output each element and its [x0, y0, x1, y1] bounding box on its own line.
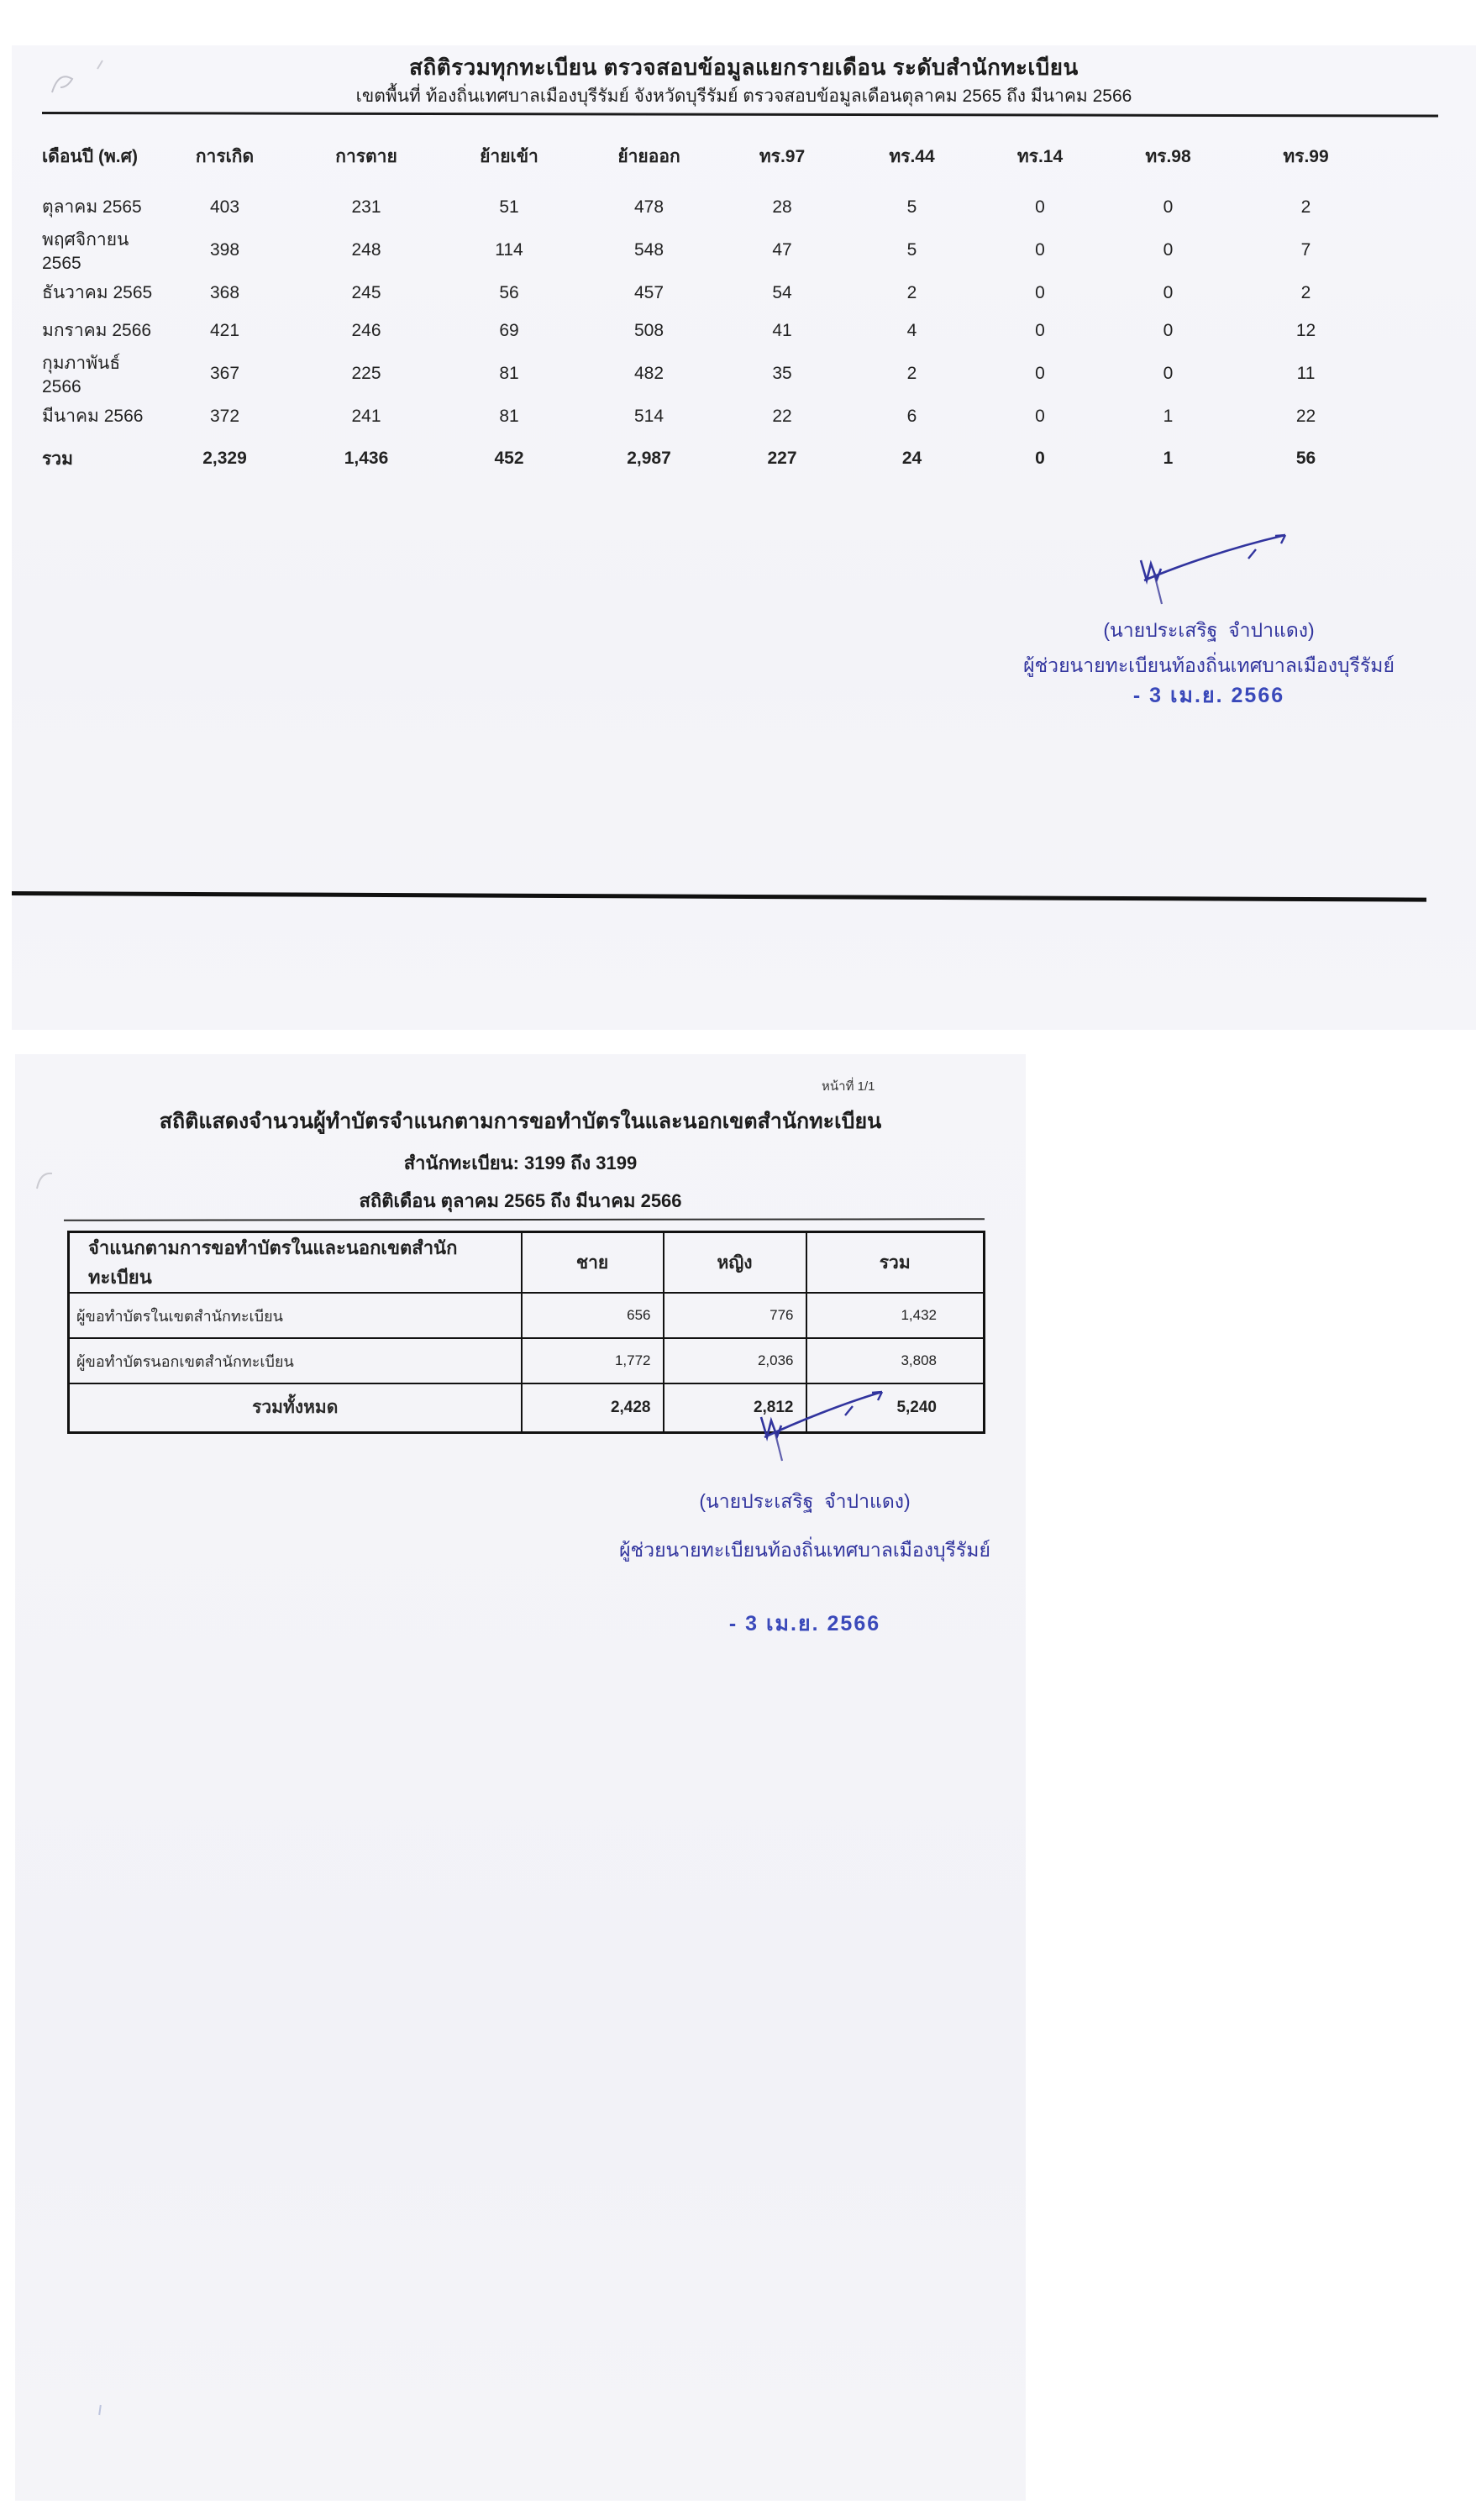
date-stamp: - 3 เม.ย. 2566: [1132, 684, 1285, 707]
column-header: การตาย: [335, 146, 397, 166]
month-cell: มกราคม 2566: [42, 321, 152, 340]
page2-subtitle-registry: สำนักทะเบียน: 3199 ถึง 3199: [403, 1152, 638, 1173]
table-row: [69, 1338, 985, 1383]
value-cell: 1: [1163, 406, 1174, 426]
value-cell: 11: [1296, 363, 1316, 383]
column-header: ทร.98: [1145, 146, 1191, 166]
table-header-row: [69, 1232, 985, 1294]
value-cell: 4: [906, 320, 917, 340]
value-cell: 1: [1163, 449, 1174, 468]
value-cell: 54: [772, 282, 792, 302]
scan-divider-line: [12, 891, 1426, 902]
header-rule-line: [42, 112, 1438, 117]
column-header: ชาย: [522, 1232, 664, 1294]
value-cell: 3,808: [806, 1338, 985, 1383]
value-cell: 22: [772, 406, 792, 426]
value-cell: 514: [633, 406, 664, 426]
value-cell: 2,987: [627, 449, 671, 468]
scanned-page-1: [12, 45, 1476, 1030]
value-cell: 69: [499, 320, 519, 340]
value-cell: 5,240: [806, 1383, 985, 1432]
pencil-mark: [29, 1162, 71, 1195]
page2-subtitle-period: สถิติเดือน ตุลาคม 2565 ถึง มีนาคม 2566: [359, 1190, 682, 1211]
page1-title: สถิติรวมทุกทะเบียน ตรวจสอบข้อมูลแยกรายเดือน ระดับสำนักทะเบียน: [409, 55, 1079, 80]
value-cell: 0: [1035, 320, 1045, 340]
table-header-row: [32, 124, 1379, 188]
value-cell: 245: [351, 282, 381, 302]
column-header: ทร.14: [1016, 146, 1064, 166]
value-cell: 0: [1163, 197, 1174, 217]
value-cell: 2: [906, 282, 917, 302]
column-header: ทร.97: [759, 146, 806, 166]
value-cell: 227: [767, 449, 797, 468]
value-cell: 81: [499, 363, 519, 383]
value-cell: 41: [772, 320, 792, 340]
monthly-statistics-table: [32, 124, 1379, 482]
column-header: ทร.99: [1283, 146, 1329, 166]
value-cell: 0: [1163, 320, 1174, 340]
table-row: [32, 226, 1379, 274]
scan-artifact-line: [64, 1218, 985, 1221]
value-cell: 776: [664, 1293, 806, 1338]
signer-position: ผู้ช่วยนายทะเบียนท้องถิ่นเทศบาลเมืองบุรีรัมย์: [619, 1539, 990, 1561]
month-cell: พฤศจิกายน 2565: [42, 230, 129, 273]
signature-block-2: [607, 1382, 1002, 1651]
column-header: จำแนกตามการขอทำบัตรในและนอกเขตสำนักทะเบียน: [69, 1232, 522, 1294]
month-cell: ธันวาคม 2565: [42, 283, 153, 302]
value-cell: 51: [499, 197, 519, 217]
value-cell: 56: [1295, 449, 1316, 468]
value-cell: 0: [1035, 197, 1045, 217]
month-cell: รวม: [42, 449, 73, 469]
value-cell: 0: [1163, 363, 1174, 383]
column-header: หญิง: [664, 1232, 806, 1294]
value-cell: 47: [772, 239, 792, 260]
total-row: [32, 435, 1379, 482]
value-cell: 24: [901, 449, 922, 468]
value-cell: 28: [772, 197, 792, 217]
signature-block-1: [1011, 527, 1406, 732]
date-stamp: - 3 เม.ย. 2566: [728, 1612, 881, 1635]
month-cell: กุมภาพันธ์ 2566: [42, 354, 121, 396]
month-cell: มีนาคม 2566: [42, 407, 144, 426]
signature-scribble-icon: [1121, 527, 1314, 611]
value-cell: 0: [1035, 406, 1045, 426]
value-cell: 367: [209, 363, 240, 383]
value-cell: 0: [1035, 449, 1045, 468]
signer-name: (นายประเสริฐ จำปาแดง): [1103, 619, 1315, 641]
ink-speck: [98, 2405, 102, 2415]
value-cell: 35: [772, 363, 792, 383]
column-header: เดือนปี (พ.ศ): [42, 146, 138, 166]
value-cell: 452: [494, 449, 524, 468]
value-cell: 398: [209, 239, 240, 260]
value-cell: 5: [906, 197, 917, 217]
signer-position: ผู้ช่วยนายทะเบียนท้องถิ่นเทศบาลเมืองบุรีรัมย์: [1023, 654, 1395, 676]
value-cell: 248: [351, 239, 381, 260]
value-cell: 22: [1295, 406, 1316, 426]
table-row: [32, 188, 1379, 226]
value-cell: 0: [1035, 363, 1045, 383]
value-cell: 0: [1035, 239, 1045, 260]
value-cell: 5: [906, 239, 917, 260]
table-row: [32, 397, 1379, 435]
value-cell: 1,432: [806, 1293, 985, 1338]
value-cell: 225: [351, 363, 381, 383]
value-cell: 403: [209, 197, 240, 217]
scanned-page-2: [15, 1054, 1026, 2501]
value-cell: 368: [209, 282, 240, 302]
value-cell: 1,436: [344, 449, 389, 468]
value-cell: 2,036: [664, 1338, 806, 1383]
value-cell: 12: [1295, 320, 1316, 340]
value-cell: 2,428: [522, 1383, 664, 1432]
value-cell: 2: [906, 363, 917, 383]
table-row: [32, 349, 1379, 397]
value-cell: 2,329: [202, 449, 247, 468]
value-cell: 7: [1300, 239, 1311, 260]
category-cell: ผู้ขอทำบัตรในเขตสำนักทะเบียน: [69, 1293, 522, 1338]
value-cell: 656: [522, 1293, 664, 1338]
value-cell: 2: [1300, 197, 1311, 217]
pencil-mark: [45, 57, 121, 99]
page2-title: สถิติแสดงจำนวนผู้ทำบัตรจำแนกตามการขอทำบัตรในและนอกเขตสำนักทะเบียน: [159, 1110, 882, 1133]
value-cell: 457: [633, 282, 664, 302]
value-cell: 6: [906, 406, 917, 426]
value-cell: 0: [1035, 282, 1045, 302]
value-cell: 2,812: [664, 1383, 806, 1432]
value-cell: 0: [1163, 239, 1174, 260]
column-header: รวม: [806, 1232, 985, 1294]
category-cell: รวมทั้งหมด: [69, 1383, 522, 1432]
table-row: [32, 274, 1379, 312]
value-cell: 548: [633, 239, 664, 260]
column-header: ย้ายออก: [617, 146, 680, 166]
value-cell: 114: [495, 239, 523, 260]
table-row: [32, 312, 1379, 349]
value-cell: 81: [499, 406, 519, 426]
signer-name: (นายประเสริฐ จำปาแดง): [699, 1490, 911, 1512]
value-cell: 421: [209, 320, 240, 340]
category-cell: ผู้ขอทำบัตรนอกเขตสำนักทะเบียน: [69, 1338, 522, 1383]
value-cell: 482: [633, 363, 664, 383]
page-number: หน้าที่ 1/1: [822, 1079, 875, 1094]
column-header: ย้ายเข้า: [480, 146, 538, 166]
value-cell: 0: [1163, 282, 1174, 302]
value-cell: 2: [1300, 282, 1311, 302]
column-header: การเกิด: [195, 146, 255, 166]
value-cell: 1,772: [522, 1338, 664, 1383]
page1-subtitle: เขตพื้นที่ ท้องถิ่นเทศบาลเมืองบุรีรัมย์ จังหวัดบุรีรัมย์ ตรวจสอบข้อมูลเดือนตุลาคม 2565 ถึง มีนาคม 2566: [355, 87, 1132, 106]
value-cell: 478: [633, 197, 664, 217]
column-header: ทร.44: [889, 146, 935, 166]
value-cell: 508: [633, 320, 664, 340]
value-cell: 231: [351, 197, 381, 217]
value-cell: 241: [351, 406, 381, 426]
signature-scribble-icon: [746, 1382, 906, 1466]
value-cell: 372: [209, 406, 240, 426]
value-cell: 246: [351, 320, 381, 340]
value-cell: 56: [499, 282, 519, 302]
month-cell: ตุลาคม 2565: [42, 197, 142, 217]
table-row: [69, 1293, 985, 1338]
